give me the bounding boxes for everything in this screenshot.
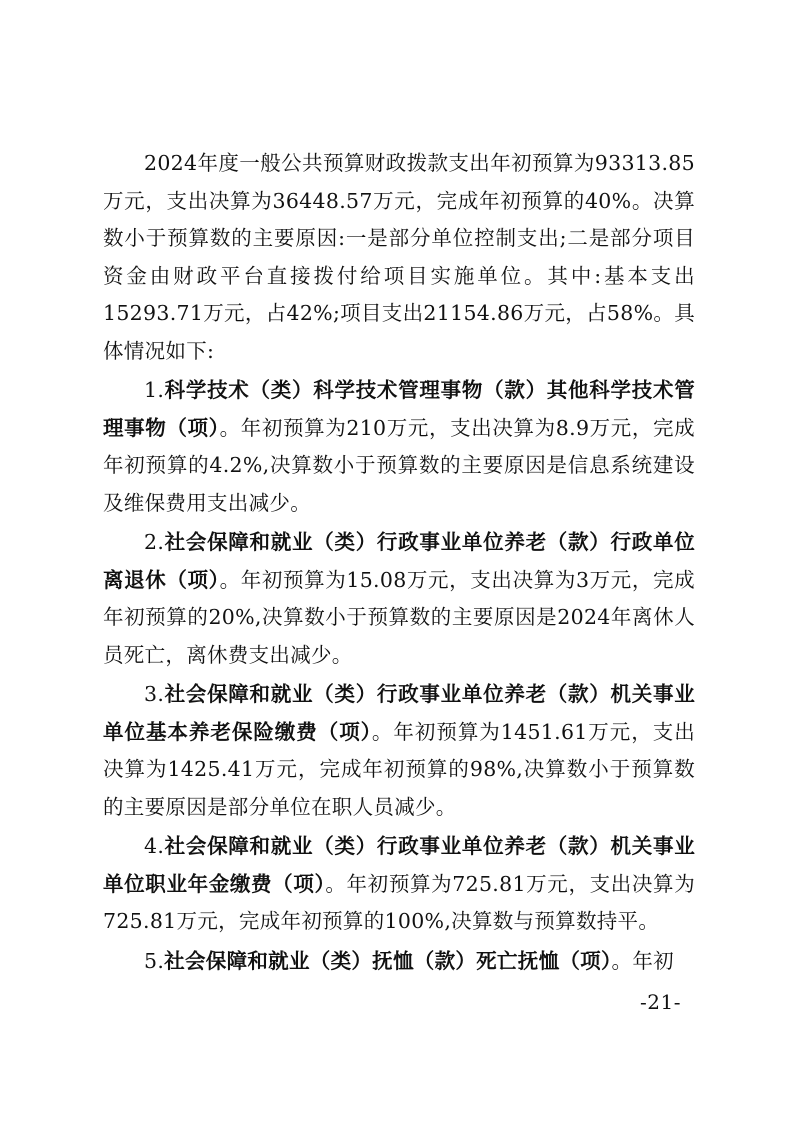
item-body: 。年初预算为1451.61万元，支出决算为1425.41万元，完成年初预算的98%,决算数小于预算数的主要原因是部分单位在职人员减少。 — [103, 719, 696, 819]
paragraph-summary — [103, 145, 695, 370]
item-heading: 社会保障和就业（类）行政事业单位养老（款）行政单位离退休（项） — [103, 530, 695, 592]
item-heading: 社会保障和就业（类）抚恤（款）死亡抚恤（项） — [164, 948, 612, 973]
paragraph-item-2 — [103, 524, 695, 674]
item-number: 2. — [144, 530, 165, 554]
document-page — [103, 145, 695, 982]
paragraph-body: 2024年度一般公共预算财政拨款支出年初预算为93313.85万元，支出决算为36448.57万元，完成年初预算的40%。决算数小于预算数的主要原因:一是部分单位控制支出;二是部分项目资金由财政平台直接拨付给项目实施单位。其中:基本支出15293.71万元，占42%;项目支出21154.86万元，占58%。具体情况如下: — [103, 151, 695, 363]
paragraph-item-3 — [103, 676, 695, 826]
item-number: 1. — [144, 378, 165, 402]
item-number: 4. — [144, 834, 165, 858]
paragraph-item-4 — [103, 828, 695, 941]
paragraph-item-5 — [103, 943, 695, 981]
item-number: 5. — [144, 948, 165, 973]
page-number: -21- — [640, 990, 681, 1014]
item-body: 。年初预算为210万元，支出决算为8.9万元，完成年初预算的4.2%,决算数小于预算数的主要原因是信息系统建设及维保费用支出减少。 — [103, 415, 695, 515]
item-body: 。年初 — [611, 948, 674, 973]
item-heading: 社会保障和就业（类）行政事业单位养老（款）机关事业单位基本养老保险缴费（项） — [103, 682, 695, 744]
paragraph-item-1 — [103, 372, 695, 522]
item-heading: 科学技术（类）科学技术管理事物（款）其他科学技术管理事物（项） — [103, 378, 695, 440]
item-body: 。年初预算为15.08万元，支出决算为3万元，完成年初预算的20%,决算数小于预算数的主要原因是2024年离休人员死亡，离休费支出减少。 — [103, 567, 695, 667]
item-heading: 社会保障和就业（类）行政事业单位养老（款）机关事业单位职业年金缴费（项） — [103, 834, 695, 896]
item-body: 。年初预算为725.81万元，支出决算为725.81万元，完成年初预算的100%,决算数与预算数持平。 — [103, 871, 695, 933]
item-number: 3. — [144, 682, 165, 706]
